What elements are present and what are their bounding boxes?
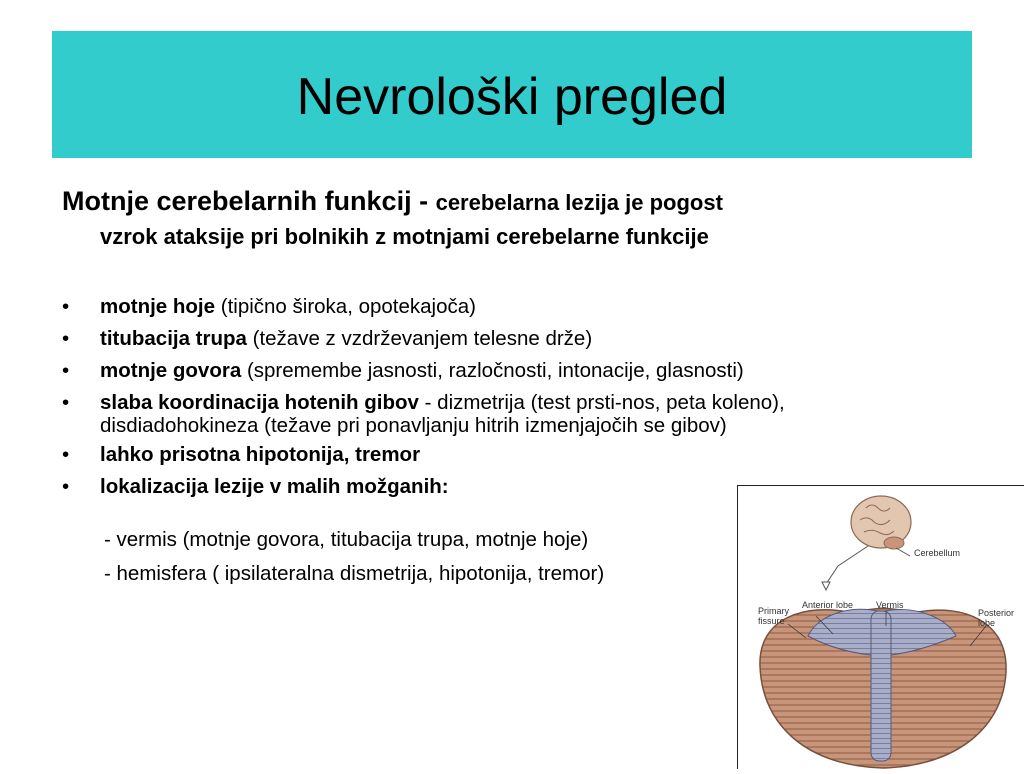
bullet-item [62,292,982,322]
bullet-bold: lahko prisotna hipotonija, tremor [100,443,421,466]
label-primary-fissure-line1: Primary [758,606,789,616]
title-bar [52,31,972,158]
label-cerebellum: Cerebellum [914,548,961,558]
sub-item-hemisphere: - hemisfera ( ipsilateralna dismetrija, hipotonija, tremor) [104,562,605,585]
bullet-text: (spremembe jasnosti, razločnosti, intonacije, glasnosti) [241,359,744,382]
bullet-item [62,324,982,354]
label-primary-fissure-line2: fissure [758,616,785,626]
bullet-dot: • [62,443,70,466]
label-anterior-lobe: Anterior lobe [802,600,854,610]
bullet-item [62,388,982,438]
bullet-dot: • [62,327,70,350]
label-vermis: Vermis [876,600,904,610]
label-primary-fissure [758,606,789,626]
bullet-text: - dizmetrija (test prsti-nos, peta koleno), [418,391,785,414]
bullet-continuation: disdiadohokineza (težave pri ponavljanju hitrih izmenjajočih se gibov) [100,414,727,437]
bullet-dot: • [62,359,70,382]
cerebellum-illustration [737,485,1024,769]
bullet-bold: motnje govora [100,359,242,382]
cerebellum-body [760,608,1006,768]
bullet-bold: motnje hoje [100,295,216,318]
bullet-list [62,292,982,504]
bullet-bold: lokalizacija lezije v malih možganih: [100,475,449,498]
bullet-dot: • [62,475,70,498]
bullet-dot: • [62,295,70,318]
bullet-text: (tipično široka, opotekajoča) [215,295,476,318]
bullet-bold: slaba koordinacija hotenih gibov [100,391,419,414]
bullet-dot: • [62,391,70,414]
heading-rest-line1: cerebelarna lezija je pogost [435,190,723,215]
label-posterior-lobe-line2: lobe [978,618,996,628]
bullet-text: (težave z vzdrževanjem telesne drže) [246,327,593,350]
bullet-bold: titubacija trupa [100,327,247,350]
bullet-item [62,440,982,470]
bullet-item [62,356,982,386]
label-posterior-lobe-line1: Posterior [978,608,1015,618]
slide-heading [62,184,962,251]
heading-rest-line2: vzrok ataksije pri bolnikih z motnjami cerebelarne funkcije [100,224,709,249]
label-posterior-lobe [978,608,1014,628]
brain-icon [851,496,911,549]
slide-title: Nevrološki pregled [296,67,728,126]
heading-bold: Motnje cerebelarnih funkcij - [62,186,436,216]
sub-item-vermis: - vermis (motnje govora, titubacija trupa, motnje hoje) [104,528,589,551]
